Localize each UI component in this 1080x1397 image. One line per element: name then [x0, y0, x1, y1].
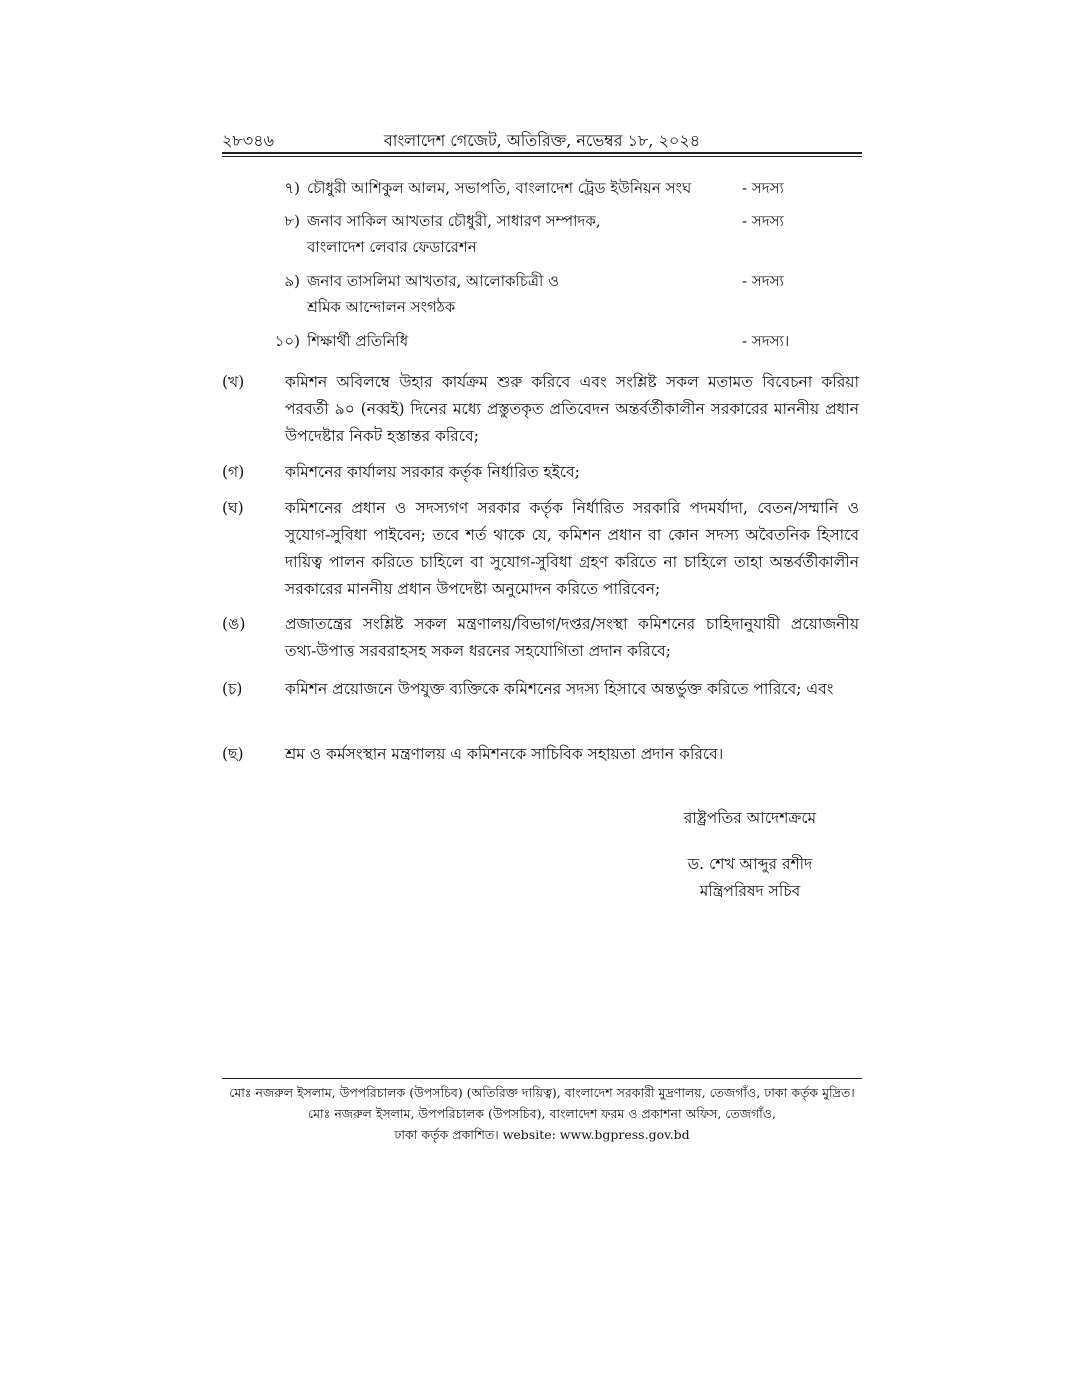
- gazette-title: বাংলাদেশ গেজেট, অতিরিক্ত, নভেম্বর ১৮, ২০২৪: [383, 131, 701, 150]
- member-role: - সদস্য।: [742, 332, 790, 350]
- member-organization: শ্রমিক আন্দোলন সংগঠক: [307, 298, 456, 316]
- clause-label: (ছ): [222, 745, 244, 763]
- page-header: [222, 128, 862, 154]
- signatory-name: ড. শেখ আব্দুর রশীদ: [687, 855, 813, 873]
- member-number: ৭): [284, 179, 300, 197]
- member-role: - সদস্য: [742, 212, 784, 230]
- clause-text: প্রজাতন্ত্রের সংশ্লিষ্ট সকল মন্ত্রণালয়/বিভাগ/দপ্তর/সংস্থা কমিশনের চাহিদানুযায়ী প্রয়োজনীয় তথ্য-উপাত্ত সরবরাহসহ সকল ধরনের সহযোগিতা প্রদান করিবে;: [285, 615, 859, 660]
- member-name: জনাব তাসলিমা আখতার, আলোকচিত্রী ও: [307, 272, 560, 290]
- clause-label: (চ): [222, 680, 243, 698]
- header-rule-thin: [222, 156, 862, 157]
- member-9: [262, 268, 842, 322]
- member-name: জনাব সাকিল আখতার চৌধুরী, সাধারণ সম্পাদক,: [307, 212, 601, 230]
- member-number: ৮): [284, 212, 300, 230]
- clause-label: (গ): [222, 463, 245, 481]
- member-number: ৯): [284, 272, 300, 290]
- clause-label: (খ): [222, 373, 245, 391]
- header-rule-thick: [222, 152, 862, 154]
- footer-line-website: ঢাকা কর্তৃক প্রকাশিত। website: www.bgpress.gov.bd: [394, 1127, 690, 1142]
- member-role: - সদস্য: [742, 272, 784, 290]
- clause-text: শ্রম ও কর্মসংস্থান মন্ত্রণালয় এ কমিশনকে সাচিবিক সহায়তা প্রদান করিবে।: [285, 745, 724, 763]
- signatory-designation: মন্ত্রিপরিষদ সচিব: [699, 882, 801, 900]
- clause-ga: [222, 459, 862, 487]
- clause-label: (ঘ): [222, 499, 244, 517]
- clause-label: (ঙ): [222, 615, 246, 633]
- clause-text: কমিশন প্রয়োজনে উপযুক্ত ব্যক্তিকে কমিশনের সদস্য হিসাবে অন্তর্ভুক্ত করিতে পারিবে; এবং: [285, 680, 834, 698]
- member-name: শিক্ষার্থী প্রতিনিধি: [307, 332, 409, 350]
- footer-line-publisher: মোঃ নজরুল ইসলাম, উপপরিচালক (উপসচিব), বাংলাদেশ ফরম ও প্রকাশনা অফিস, তেজগাঁও,: [308, 1106, 776, 1121]
- clause-umo: [222, 611, 862, 665]
- clause-cha: [222, 676, 862, 730]
- member-7: [262, 175, 842, 201]
- member-role: - সদস্য: [742, 179, 784, 197]
- clause-text: কমিশন অবিলম্বে উহার কার্যক্রম শুরু করিবে এবং সংশ্লিষ্ট সকল মতামত বিবেচনা করিয়া পরবর্তী ৯০ (নব্বই) দিনের মধ্যে প্রস্তুতকৃত প্রতিবেদন অন্তর্বর্তীকালীন সরকারের মাননীয় প্রধান উপদেষ্টার নিকট হস্তান্তর করিবে;: [285, 373, 859, 445]
- clause-chha: [222, 741, 862, 769]
- member-name: চৌধুরী আশিকুল আলম, সভাপতি, বাংলাদেশ ট্রেড ইউনিয়ন সংঘ: [307, 179, 692, 197]
- clause-text: কমিশনের প্রধান ও সদস্যগণ সরকার কর্তৃক নির্ধারিত সরকারি পদমর্যাদা, বেতন/সম্মানি ও সুযোগ-সুবিধা পাইবেন; তবে শর্ত থাকে যে, কমিশন প্রধান বা কোন সদস্য অবৈতনিক হিসাবে দায়িত্ব পালন করিতে চাহিলে বা সুযোগ-সুবিধা গ্রহণ করিতে না চাহিলে তাহা অন্তর্বর্তীকালীন সরকারের মাননীয় প্রধান উপদেষ্টা অনুমোদন করিতে পারিবেন;: [285, 499, 859, 598]
- clause-gha: [222, 495, 862, 603]
- page-number: ২৮৩৪৬: [222, 131, 274, 150]
- footer-rule: [222, 1078, 862, 1079]
- order-line: রাষ্ট্রপতির আদেশক্রমে: [683, 809, 817, 827]
- printer-footer: [222, 1082, 862, 1145]
- clause-text: কমিশনের কার্যালয় সরকার কর্তৃক নির্ধারিত হইবে;: [285, 463, 580, 481]
- member-number: ১০): [274, 332, 300, 350]
- member-8: [262, 208, 842, 262]
- clause-kha: [222, 369, 862, 451]
- member-organization: বাংলাদেশ লেবার ফেডারেশন: [307, 238, 477, 256]
- member-10: [262, 328, 842, 354]
- footer-line-printed: মোঃ নজরুল ইসলাম, উপপরিচালক (উপসচিব) (অতিরিক্ত দায়িত্ব), বাংলাদেশ সরকারী মুদ্রণালয়, তেজগাঁও, ঢাকা কর্তৃক মুদ্রিত।: [229, 1085, 855, 1100]
